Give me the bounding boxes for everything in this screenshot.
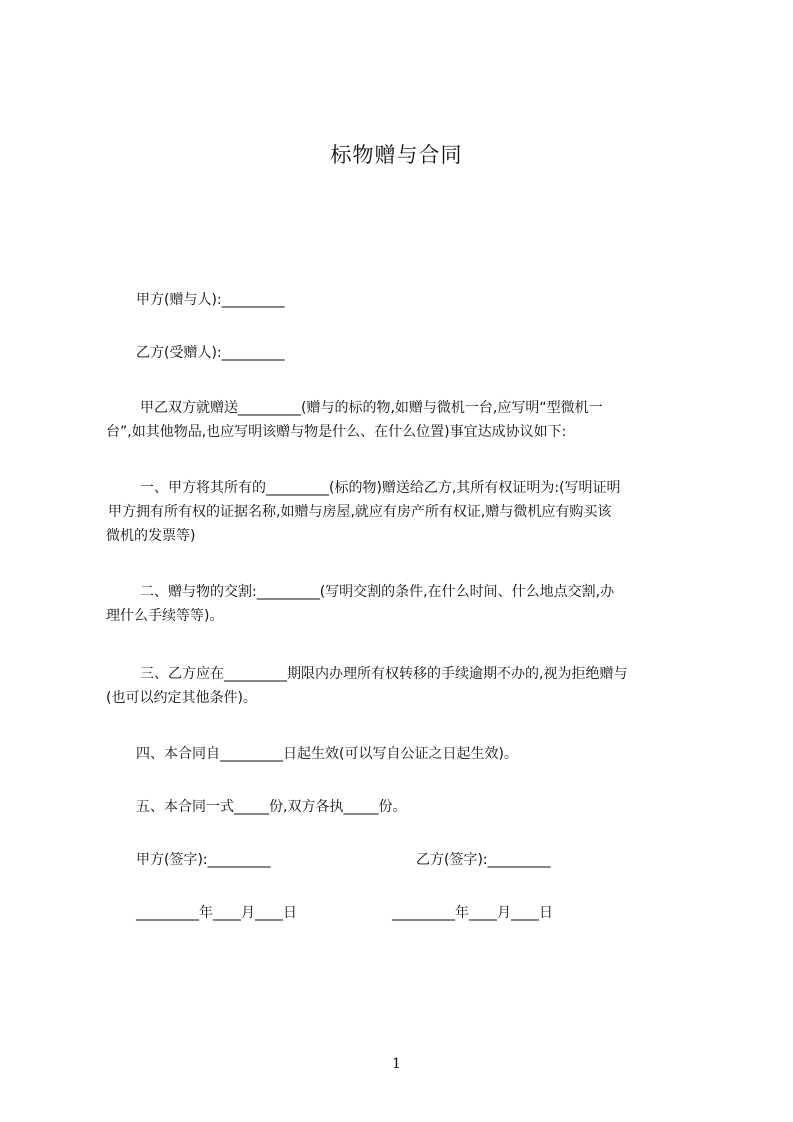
page-number: 1: [392, 1056, 401, 1072]
clause-1-line-2: 甲方拥有所有权的证据名称,如赠与房屋,就应有房产所有权证,赠与微机应有购买该: [108, 504, 612, 520]
clause-3-line-1: 三、乙方应在_________期限内办理所有权转移的手续逾期不办的,视为拒绝赠与: [140, 666, 628, 682]
clause-2-line-2: 理什么手续等等)。: [106, 608, 224, 624]
clause-1-line-1: 一、甲方将其所有的_________(标的物)赠送给乙方,其所有权证明为:(写明证明: [140, 480, 621, 496]
clause-3-paragraph: [106, 662, 706, 710]
party-b-date: _________年____月____日: [392, 905, 553, 921]
party-b-signature: 乙方(签字):_________: [416, 852, 551, 868]
clause-4-line: 四、本合同自_________日起生效(可以写自公证之日起生效)。: [136, 746, 518, 762]
intro-paragraph: [106, 396, 706, 444]
intro-line-2: 台”,如其他物品,也应写明该赠与物是什么、在什么位置)事宜达成协议如下:: [106, 424, 567, 440]
clause-2-line-1: 二、赠与物的交割:_________(写明交割的条件,在什么时间、什么地点交割,办: [140, 584, 615, 600]
party-a-date: _________年____月____日: [136, 905, 297, 921]
clause-1-line-3: 微机的发票等): [106, 528, 196, 544]
clause-2-paragraph: [106, 580, 706, 628]
clause-5-line: 五、本合同一式_____份,双方各执_____份。: [136, 799, 407, 815]
party-a-signature: 甲方(签字):_________: [136, 852, 271, 868]
document-title: 标物赠与合同: [330, 143, 463, 167]
clause-1-paragraph: [106, 476, 706, 548]
party-a-line: 甲方(赠与人):_________: [136, 292, 285, 308]
clause-3-line-2: (也可以约定其他条件)。: [106, 690, 257, 706]
party-b-line: 乙方(受赠人):_________: [136, 345, 285, 361]
intro-line-1: 甲乙双方就赠送_________(赠与的标的物,如赠与微机一台,应写明“型微机一: [140, 400, 603, 416]
